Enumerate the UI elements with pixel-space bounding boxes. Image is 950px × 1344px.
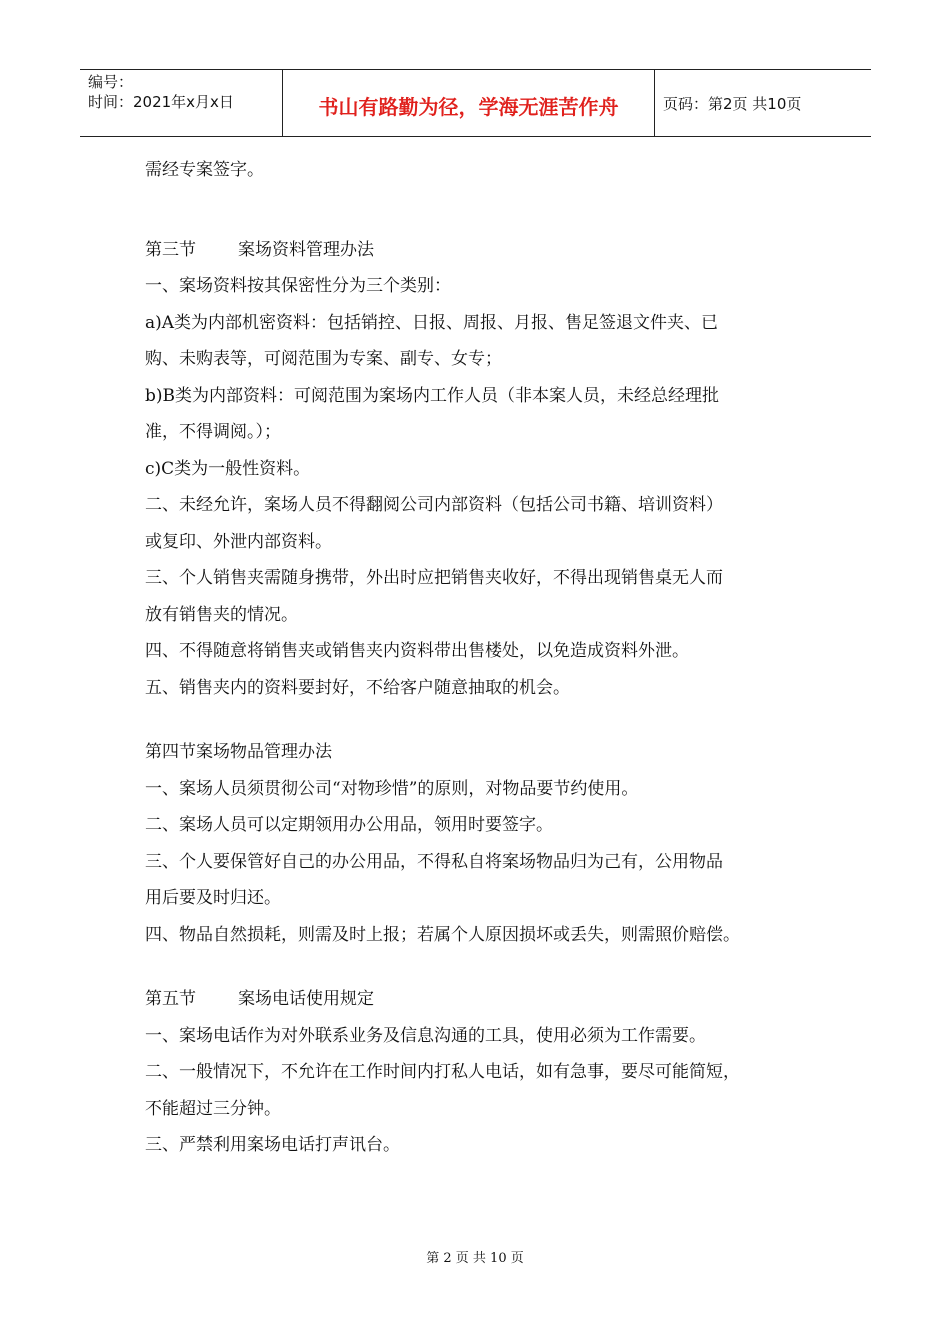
paragraph-line: 需经专案签字。 xyxy=(145,160,264,180)
section-4-title: 第四节案场物品管理办法 xyxy=(145,742,332,762)
section-3-name: 案场资料管理办法 xyxy=(238,239,374,260)
paragraph-line: 不能超过三分钟。 xyxy=(145,1098,281,1119)
section-3-number: 第三节 xyxy=(145,239,196,260)
paragraph-line: 一、案场电话作为对外联系业务及信息沟通的工具，使用必须为工作需要。 xyxy=(145,1025,706,1046)
paragraph-line: b)B类为内部资料：可阅范围为案场内工作人员（非本案人员，未经总经理批 xyxy=(145,385,720,406)
section-3-title xyxy=(145,232,815,269)
paragraph-line: a)A类为内部机密资料：包括销控、日报、周报、月报、售足签退文件夹、已 xyxy=(145,312,719,333)
paragraph-line: c)C类为一般性资料。 xyxy=(145,458,311,479)
paragraph-line: 用后要及时归还。 xyxy=(145,888,281,908)
paragraph-line: 四、物品自然损耗，则需及时上报；若属个人原因损坏或丢失，则需照价赔偿。 xyxy=(145,924,740,945)
paragraph-line: 五、销售夹内的资料要封好，不给客户随意抽取的机会。 xyxy=(145,677,570,698)
section-5-title xyxy=(145,981,815,1018)
section-5-name: 案场电话使用规定 xyxy=(238,989,374,1009)
paragraph-line: 或复印、外泄内部资料。 xyxy=(145,531,332,552)
paragraph-line: 四、不得随意将销售夹或销售夹内资料带出售楼处，以免造成资料外泄。 xyxy=(145,641,689,661)
paragraph-line: 三、个人销售夹需随身携带，外出时应把销售夹收好，不得出现销售桌无人而 xyxy=(145,568,723,588)
paragraph-line: 一、案场资料按其保密性分为三个类别： xyxy=(145,276,451,296)
header-motto: 书山有路勤为径，学海无涯苦作舟 xyxy=(282,70,655,136)
document-body xyxy=(145,152,815,1164)
paragraph-line: 二、未经允许，案场人员不得翻阅公司内部资料（包括公司书籍、培训资料） xyxy=(145,495,723,515)
paragraph-line: 二、案场人员可以定期领用办公用品，领用时要签字。 xyxy=(145,815,553,835)
paragraph-line: 三、个人要保管好自己的办公用品，不得私自将案场物品归为己有，公用物品 xyxy=(145,851,723,872)
page-footer: 第 2 页 共 10 页 xyxy=(426,1251,524,1266)
paragraph-line: 一、案场人员须贯彻公司“对物珍惜”的原则，对物品要节约使用。 xyxy=(145,778,639,799)
document-number-label: 编号： xyxy=(88,73,134,91)
page-header xyxy=(80,69,871,137)
paragraph-line: 二、一般情况下，不允许在工作时间内打私人电话，如有急事，要尽可能简短， xyxy=(145,1062,740,1082)
header-page-label: 页码：第2页 共10页 xyxy=(663,94,802,113)
header-meta xyxy=(80,70,282,136)
paragraph-line: 放有销售夹的情况。 xyxy=(145,604,298,625)
section-5-number: 第五节 xyxy=(145,989,196,1009)
document-date-label: 时间：2021年x月x日 xyxy=(88,93,234,111)
paragraph-line: 购、未购表等，可阅范围为专案、副专、女专； xyxy=(145,349,502,369)
paragraph-line: 准，不得调阅。）； xyxy=(145,422,281,442)
paragraph-line: 三、严禁利用案场电话打声讯台。 xyxy=(145,1135,400,1155)
